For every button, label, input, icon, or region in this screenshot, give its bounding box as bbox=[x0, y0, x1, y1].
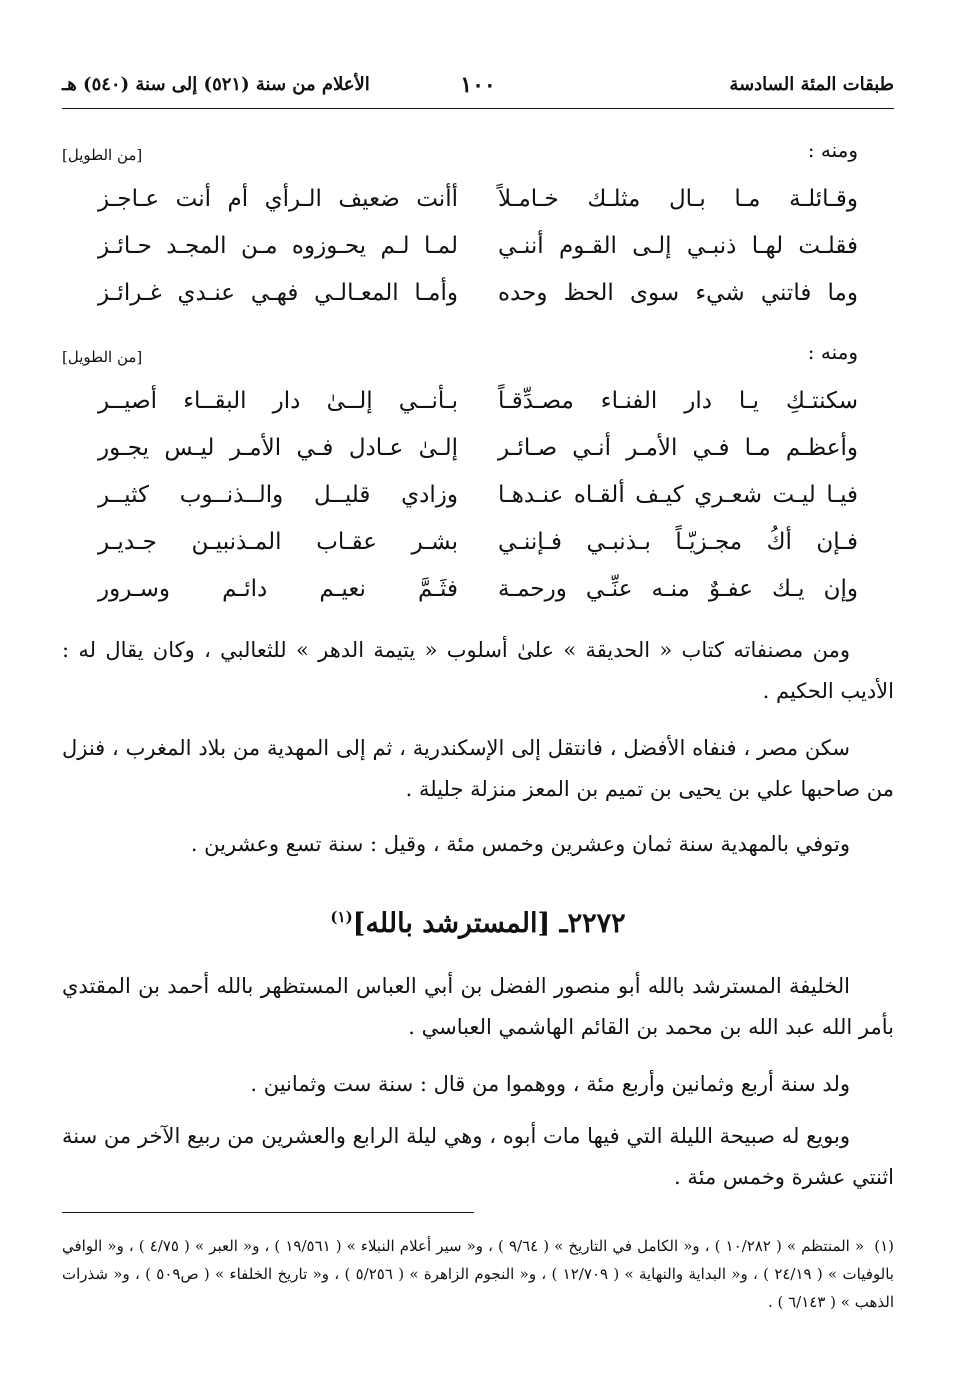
verse-second-hemistich: وأمـا المعـالـي فهـي عنـدي غـرائـز bbox=[98, 280, 458, 306]
footnote-divider bbox=[62, 1212, 474, 1213]
paragraph bbox=[62, 966, 894, 1048]
verse-first-hemistich: سكنتـكِ يـا دار الفنـاء مصـدِّقـاً bbox=[498, 388, 858, 414]
header-section-title: طبقات المئة السادسة bbox=[729, 74, 894, 95]
verse-first-hemistich: وإن يـك عفـوٌ منـه عنِّـي ورحمـة bbox=[498, 576, 858, 602]
verse-first-hemistich: فيـا ليـت شعـري كيـف ألقـاه عنـدهـا bbox=[498, 482, 858, 508]
footnote bbox=[62, 1232, 894, 1316]
verse-first-hemistich: فـإن أكُ مجـزيّـاً بـذنبـي فـإننـي bbox=[498, 529, 858, 555]
verse-second-hemistich: وزادي قليــل والــذنــوب كثيــر bbox=[98, 482, 458, 508]
verse-first-hemistich: وما فاتني شيء سوى الحظ وحده bbox=[498, 280, 858, 306]
running-header bbox=[62, 72, 894, 109]
footnote-reference[interactable]: (١) bbox=[330, 908, 353, 926]
paragraph-text: وتوفي بالمهدية سنة ثمان وعشرين وخمس مئة ، وقيل : سنة تسع وعشرين . bbox=[190, 832, 850, 856]
verse-second-hemistich: بشـر عقـاب المـذنبيـن جـديـر bbox=[98, 529, 458, 555]
paragraph-text: ولد سنة أربع وثمانين وأربع مئة ، ووهموا من قال : سنة ست وثمانين . bbox=[250, 1072, 850, 1096]
footnote-marker: (١) bbox=[874, 1237, 895, 1255]
verse-first-hemistich: وقـائلـة مـا بـال مثلـك خـامـلاً bbox=[498, 186, 858, 212]
poem2-verse bbox=[62, 529, 894, 573]
poem1-verse bbox=[62, 280, 894, 324]
poem1-intro: ومنه : bbox=[807, 138, 858, 162]
verse-second-hemistich: إلـىٰ عـادل فـي الأمـر ليـس يجـور bbox=[98, 435, 458, 461]
poem2-meter: [من الطويل] bbox=[62, 348, 143, 366]
poem2-verse bbox=[62, 435, 894, 479]
paragraph-text: ومن مصنفاته كتاب « الحديقة » علىٰ أسلوب « يتيمة الدهر » للثعالبي ، وكان يقال له : الأديب الحكيم . bbox=[62, 638, 894, 703]
poem1-meter: [من الطويل] bbox=[62, 146, 143, 164]
verse-first-hemistich: فقلـت لهـا ذنبـي إلـى القـوم أننـي bbox=[498, 233, 858, 259]
poem2-verse bbox=[62, 388, 894, 432]
paragraph-text: وبويع له صبيحة الليلة التي فيها مات أبوه ، وهي ليلة الرابع والعشرين من ربيع الآخر من سنة اثنتي عشرة وخمس مئة . bbox=[62, 1124, 894, 1189]
verse-second-hemistich: لمـا لـم يحـوزوه مـن المجـد حـائـز bbox=[98, 233, 458, 259]
paragraph-text: الخليفة المسترشد بالله أبو منصور الفضل بن أبي العباس المستظهر بالله أحمد بن المقتدي بأمر الله عبد الله بن محمد بن القائم الهاشمي العباسي . bbox=[62, 974, 894, 1039]
footnote-text: « المنتظم » ( ١٠/٢٨٢ ) ، و« الكامل في التاريخ » ( ٩/٦٤ ) ، و« سير أعلام النبلاء » ( ١٩/٥٦١ ) ، و« العبر » ( ٤/٧٥ ) ، و« الوافي بالوفيات » ( ٢٤/١٩ ) ، و« البداية والنهاية » ( ١٢/٧٠٩ ) ، و« النجوم الزاهرة » ( ٥/٢٥٦ ) ، و« تاريخ الخلفاء » ( ص٥٠٩ ) ، و« شذرات الذهب » ( ٦/١٤٣ ) . bbox=[62, 1237, 894, 1311]
poem2-intro: ومنه : bbox=[807, 340, 858, 364]
poem2-verse bbox=[62, 576, 894, 620]
page-number: ١٠٠ bbox=[460, 72, 496, 98]
verse-first-hemistich: وأعظـم مـا فـي الأمـر أنـي صـائـر bbox=[498, 435, 858, 461]
paragraph bbox=[62, 1064, 894, 1105]
verse-second-hemistich: بـأنــي إلــىٰ دار البقــاء أصيــر bbox=[98, 388, 458, 414]
verse-second-hemistich: فثَـمَّ نعيـم دائـم وسـرور bbox=[98, 576, 458, 602]
poem1-verse bbox=[62, 233, 894, 277]
entry-heading bbox=[0, 908, 956, 939]
header-period: الأعلام من سنة (٥٢١) إلى سنة (٥٤٠) هـ bbox=[62, 74, 370, 95]
paragraph bbox=[62, 1116, 894, 1198]
poem1-verse bbox=[62, 186, 894, 230]
poem2-verse bbox=[62, 482, 894, 526]
paragraph bbox=[62, 630, 894, 712]
entry-title: ٢٢٧٢ـ [المسترشد بالله] bbox=[352, 908, 626, 939]
paragraph bbox=[62, 728, 894, 810]
verse-second-hemistich: أأنت ضعيف الـرأي أم أنت عـاجـز bbox=[98, 186, 458, 212]
paragraph-text: سكن مصر ، فنفاه الأفضل ، فانتقل إلى الإسكندرية ، ثم إلى المهدية من بلاد المغرب ، فنزل من صاحبها علي بن يحيى بن تميم بن المعز منزلة جليلة . bbox=[62, 736, 894, 801]
paragraph bbox=[62, 824, 894, 865]
